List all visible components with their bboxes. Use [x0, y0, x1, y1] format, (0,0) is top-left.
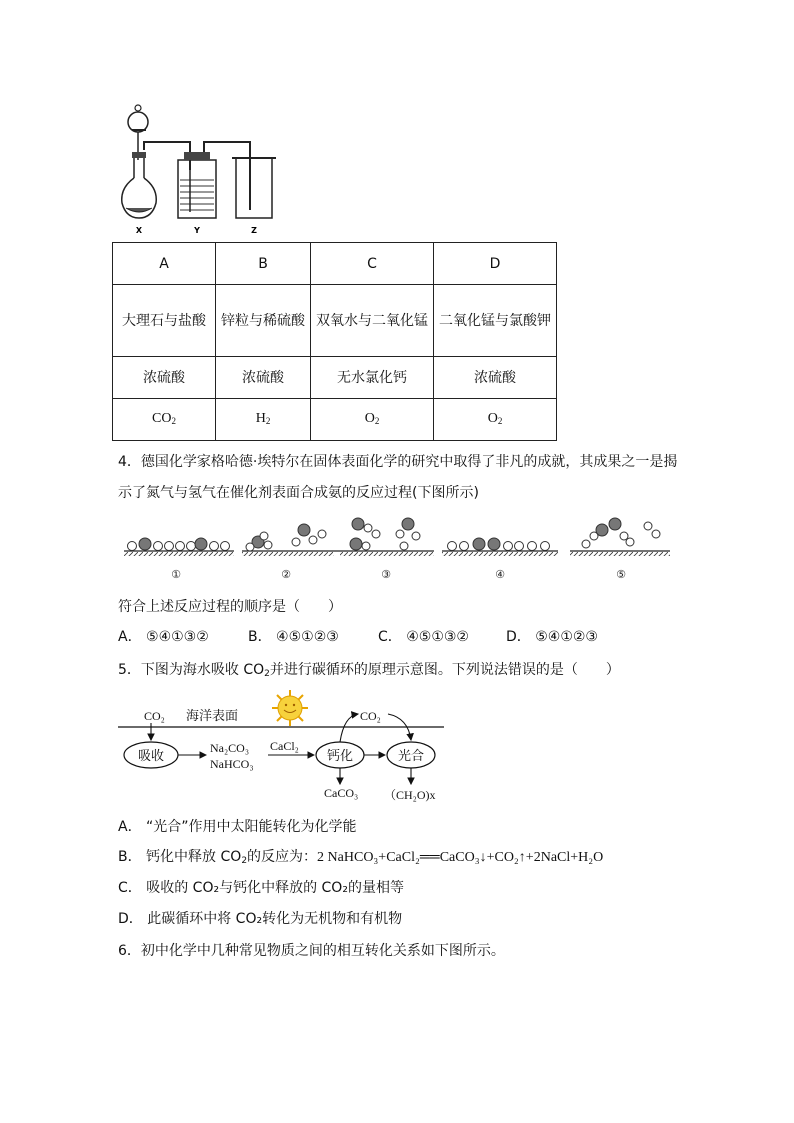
table-cell: $O_2$	[434, 399, 557, 441]
table-row	[113, 399, 557, 441]
label-y: Y	[194, 226, 200, 235]
q4-option-a[interactable]: A． ⑤④①③②	[118, 629, 209, 645]
panel-label-4: ④	[495, 568, 505, 581]
q6-text: 6．初中化学中几种常见物质之间的相互转化关系如下图所示。	[118, 943, 505, 959]
ch2o-label: （CH₂O)x	[384, 788, 436, 802]
q4-option-c[interactable]: C． ④⑤①③②	[378, 629, 469, 645]
table-cell: 浓硫酸	[434, 357, 557, 399]
q5-option-a[interactable]: A． “光合”作用中太阳能转化为化学能	[118, 819, 357, 835]
q5-option-b[interactable]: B． 钙化中释放 $CO_2$的反应为：2 NaHCO₃+CaCl₂══CaCO₃↓+CO₂↑+2NaCl+H₂O	[118, 849, 604, 866]
table-cell: $H_2$	[216, 399, 311, 441]
absorb-node: 吸收	[137, 749, 165, 764]
q4-text-line2: 示了氮气与氢气在催化剂表面合成氨的反应过程(下图所示)	[118, 485, 479, 501]
q5-title: 5．下图为海水吸收 $CO_2$并进行碳循环的原理示意图。下列说法错误的是（ ）	[118, 662, 620, 679]
label-x: X	[135, 226, 143, 235]
caco3-label: CaCO₃	[324, 786, 359, 800]
panel-label-5: ⑤	[616, 568, 626, 581]
table-cell: 无水氯化钙	[311, 357, 434, 399]
table-cell: 双氧水与二氧化锰	[311, 285, 434, 357]
table-cell: C	[311, 243, 434, 285]
co2-right-label: CO₂	[360, 709, 381, 723]
table-row	[113, 285, 557, 357]
ammonia-synthesis-figure	[118, 512, 678, 584]
carbon-cycle-diagram	[118, 690, 458, 808]
table-cell: 锌粒与稀硫酸	[216, 285, 311, 357]
calcify-node: 钙化	[326, 749, 354, 764]
q5-option-d[interactable]: D． 此碳循环中将 CO₂转化为无机物和有机物	[118, 911, 403, 927]
cacl2-label: CaCl₂	[270, 739, 299, 753]
photosynthesis-node: 光合	[397, 749, 425, 764]
table-cell: B	[216, 243, 311, 285]
panel-label-1: ①	[171, 568, 181, 581]
q4-question: 符合上述反应过程的顺序是（ ）	[118, 599, 342, 615]
table-row	[113, 357, 557, 399]
table-row	[113, 243, 557, 285]
table-cell: $O_2$	[311, 399, 434, 441]
table-cell: 浓硫酸	[216, 357, 311, 399]
q4-text-line1: 4．德国化学家格哈德·埃特尔在固体表面化学的研究中取得了非凡的成就，其成果之一是揭	[118, 454, 678, 470]
q4-option-d[interactable]: D． ⑤④①②③	[506, 629, 598, 645]
nahco3-label: NaHCO₃	[210, 757, 254, 771]
table-cell: $CO_2$	[113, 399, 216, 441]
sun-icon	[272, 690, 308, 726]
q3-options-table	[112, 242, 557, 441]
table-cell: 浓硫酸	[113, 357, 216, 399]
ocean-surface-label: 海洋表面	[186, 709, 239, 724]
table-cell: 二氧化锰与氯酸钾	[434, 285, 557, 357]
na2co3-label: Na₂CO₃	[210, 741, 250, 755]
table-cell: A	[113, 243, 216, 285]
panel-label-3: ③	[381, 568, 391, 581]
gas-apparatus-figure	[112, 100, 282, 240]
panel-label-2: ②	[281, 568, 291, 581]
q5-option-c[interactable]: C． 吸收的 CO₂与钙化中释放的 CO₂的量相等	[118, 880, 404, 896]
table-cell: 大理石与盐酸	[113, 285, 216, 357]
table-cell: D	[434, 243, 557, 285]
q4-option-b[interactable]: B． ④⑤①②③	[248, 629, 339, 645]
label-z: Z	[251, 226, 257, 235]
co2-left-label: CO₂	[144, 709, 165, 723]
